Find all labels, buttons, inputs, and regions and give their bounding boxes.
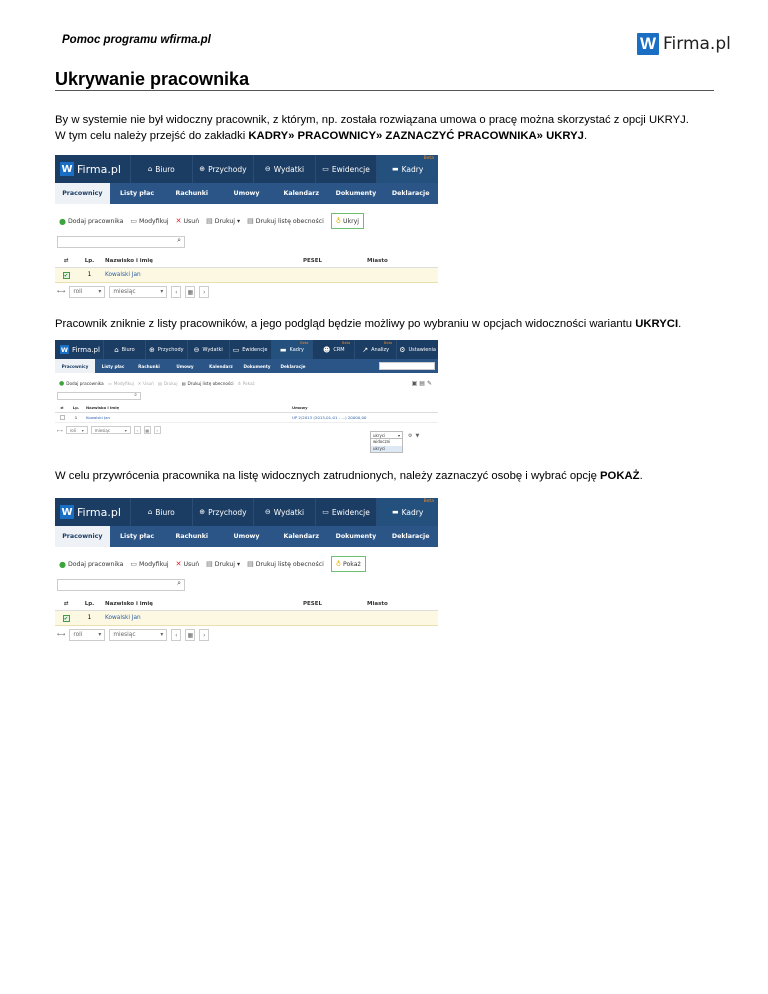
search-icon: ⌕ [177, 236, 181, 244]
chevron-down-icon: ▾ [397, 432, 400, 438]
menu-przychody[interactable] [192, 155, 254, 183]
restore-option: POKAŻ [600, 470, 640, 482]
close-icon: ✕ [137, 380, 142, 386]
filters [55, 285, 438, 299]
search-input[interactable] [57, 236, 185, 248]
intro-end: . [583, 130, 588, 142]
button-label: Drukuj listę obecności [255, 217, 324, 225]
range-icon: ⟷ [57, 427, 63, 433]
menu-label: Biuro [155, 164, 175, 174]
button-label: Pokaż [242, 380, 255, 386]
prev-button[interactable]: ‹ [171, 286, 181, 298]
hidden-text: Pracownik zniknie z listy pracowników, a jego podgląd będzie możliwy po wybraniu w opcjach widoczności wariantu [55, 318, 636, 330]
paragraph-hidden [55, 316, 725, 332]
button-label: Drukuj listę obecności [255, 560, 324, 568]
menu-label: Biuro [155, 507, 175, 517]
minus-circle-icon: ⊖ [193, 345, 200, 354]
table-header [55, 597, 438, 611]
row-name-link[interactable]: Kowalski Jan [105, 615, 141, 621]
menu-label: Przychody [157, 346, 184, 353]
printer-icon: ▤ [206, 560, 213, 568]
delete-button[interactable] [138, 381, 154, 386]
column-contracts[interactable]: Umowy [292, 405, 308, 410]
chevron-down-icon: ▾ [160, 632, 164, 638]
app-topbar [55, 498, 438, 526]
menu-label: Przychody [208, 164, 247, 174]
table-row[interactable] [55, 268, 438, 283]
row-checkbox[interactable] [60, 415, 65, 420]
menu-label: Wydatki [202, 346, 223, 353]
menu-label: Ewidencje [331, 507, 370, 517]
menu-ewidencje[interactable] [315, 155, 377, 183]
button-label: Drukuj listę obecności [187, 380, 234, 386]
hide-button[interactable] [331, 213, 364, 229]
menu-label: Biuro [121, 346, 135, 353]
tab-umowy[interactable]: Umowy [233, 533, 260, 540]
column-name[interactable]: Nazwisko i imię [105, 257, 153, 264]
chevron-down-icon: ▾ [237, 217, 241, 225]
subtabs [55, 359, 438, 373]
button-label: Drukuj [163, 380, 178, 386]
tab-dokumenty[interactable]: Dokumenty [335, 533, 377, 540]
edit-button[interactable] [130, 560, 168, 568]
menu-przychody[interactable] [192, 498, 254, 526]
menu-kadry[interactable] [271, 340, 313, 359]
logo-mark: W [637, 33, 659, 55]
beta-badge: Beta [384, 341, 393, 345]
select-value: ukryci [373, 432, 386, 438]
printer-icon: ▤ [206, 217, 213, 225]
tab-dokumenty[interactable]: Dokumenty [335, 190, 377, 197]
column-name[interactable]: Nazwisko i imię [86, 405, 120, 410]
plus-circle-icon: ⊕ [199, 165, 206, 173]
add-employee-button[interactable] [59, 380, 104, 387]
column-pesel[interactable]: PESEL [303, 600, 323, 607]
month-select[interactable] [91, 426, 131, 434]
year-select[interactable] [69, 629, 105, 641]
menu-przychody[interactable] [145, 340, 187, 359]
edit-icon: ▭ [130, 217, 137, 225]
menu-label: Kadry [289, 346, 304, 353]
logo-text: Firma.pl [663, 34, 731, 54]
inbox-icon: ▭ [232, 345, 240, 354]
row-checkbox[interactable]: ✔ [63, 272, 69, 279]
select-value: roli [69, 427, 76, 433]
column-lp: Lp. [84, 600, 95, 607]
app-brand [55, 345, 103, 354]
minus-circle-icon: ⊖ [264, 508, 271, 516]
restore-text: W celu przywrócenia pracownika na listę widocznych zatrudnionych, należy zaznaczyć osobę i wybrać opcję [55, 470, 601, 482]
toolbar [55, 376, 438, 390]
menu-analizy[interactable] [354, 340, 396, 359]
menu-biuro[interactable] [130, 155, 192, 183]
tab-umowy[interactable]: Umowy [176, 363, 194, 369]
refresh-icon[interactable]: ⇄ [63, 600, 69, 607]
lightbulb-icon: ♁ [237, 380, 241, 386]
button-label: Drukuj [214, 560, 236, 568]
edit-button[interactable] [130, 217, 168, 225]
row-checkbox[interactable]: ✔ [63, 615, 69, 622]
restore-end: . [639, 470, 643, 482]
menu-label: Ustawienia [408, 346, 436, 353]
toolbar [55, 210, 438, 232]
menu-label: Ewidencje [242, 346, 268, 353]
intro-path: KADRY» PRACOWNICY» ZAZNACZYĆ PRACOWNIKA» UKRYJ [248, 130, 584, 142]
screenshot-hidden-view [55, 340, 438, 457]
select-value: miesiąc [113, 632, 136, 638]
tab-dokumenty[interactable]: Dokumenty [243, 363, 271, 369]
printer-icon: ▤ [247, 560, 254, 568]
tab-kalendarz[interactable]: Kalendarz [283, 190, 320, 197]
menu-ustawienia[interactable] [396, 340, 438, 359]
search-icon: ⌕ [177, 579, 181, 587]
select-value: miesiąc [94, 427, 111, 433]
chevron-down-icon: ▾ [237, 560, 241, 568]
printer-icon: ▤ [181, 380, 186, 386]
folder-icon: ▬ [392, 165, 399, 173]
print-button[interactable] [206, 560, 240, 568]
paragraph-restore [55, 468, 725, 484]
printer-icon: ▤ [247, 217, 254, 225]
button-label: Modyfikuj [113, 380, 134, 386]
tab-rachunki[interactable]: Rachunki [175, 190, 209, 197]
calendar-icon[interactable]: ▦ [185, 286, 195, 298]
row-contract[interactable]: UP 2/2013 (2013-01-01 - ...) 20000,00 [292, 415, 367, 420]
app-brand-text: Firma.pl [77, 505, 121, 519]
search-input[interactable] [57, 392, 141, 400]
app-brand-mark: W [61, 163, 73, 175]
app-topbar [55, 155, 438, 183]
minus-circle-icon: ⊖ [264, 165, 271, 173]
menu-kadry[interactable] [376, 498, 438, 526]
button-label: Modyfikuj [138, 560, 169, 568]
screenshot-show [55, 498, 438, 649]
add-employee-button[interactable] [59, 560, 123, 569]
visibility-current[interactable] [370, 431, 403, 439]
row-lp: 1 [87, 272, 92, 278]
edit-icon: ▭ [130, 560, 137, 568]
beta-badge: Beta [342, 341, 351, 345]
doc-header-label: Pomoc programu wfirma.pl [62, 34, 211, 46]
app-brand [55, 162, 130, 176]
filter-icon[interactable]: ⚙▼ [408, 433, 423, 439]
chevron-down-icon: ▾ [81, 427, 84, 433]
home-icon: ⌂ [114, 345, 119, 354]
page-title: Ukrywanie pracownika [55, 69, 250, 89]
hidden-option: UKRYCI [635, 318, 679, 330]
delete-button[interactable] [176, 217, 199, 225]
intro-line-2 [55, 128, 725, 144]
select-value: miesiąc [113, 289, 136, 295]
menu-biuro[interactable] [103, 340, 145, 359]
print-button[interactable] [206, 217, 240, 225]
table-header [55, 254, 438, 268]
tab-deklaracje[interactable]: Deklaracje [391, 533, 430, 540]
add-employee-button[interactable] [59, 217, 123, 226]
button-label: Dodaj pracownika [67, 560, 124, 568]
print-attendance-button[interactable] [247, 217, 324, 225]
menu-label: Analizy [371, 346, 390, 353]
column-lp: Lp. [84, 257, 95, 264]
column-pesel[interactable]: PESEL [303, 257, 323, 264]
range-icon: ⟷ [57, 632, 66, 638]
title-divider [55, 90, 714, 91]
tab-listy-plac[interactable]: Listy płac [120, 533, 155, 540]
month-select[interactable] [109, 629, 167, 641]
menu-label: Przychody [208, 507, 247, 517]
plus-circle-icon: ⊕ [199, 508, 206, 516]
column-lp: Lp. [72, 405, 80, 410]
column-city[interactable]: Miasto [367, 257, 388, 264]
app-topbar [55, 340, 438, 359]
chevron-down-icon: ▾ [160, 289, 164, 295]
inbox-icon: ▭ [322, 165, 329, 173]
global-search-input[interactable] [379, 362, 435, 370]
next-button[interactable]: › [154, 426, 161, 434]
beta-badge: Beta [300, 341, 309, 345]
button-label: Dodaj pracownika [66, 380, 104, 386]
hidden-end: . [678, 318, 682, 330]
subtabs [55, 526, 438, 547]
button-label: Dodaj pracownika [67, 217, 124, 225]
tab-deklaracje[interactable]: Deklaracje [280, 363, 306, 369]
folder-icon: ▬ [279, 345, 287, 354]
tab-pracownicy[interactable]: Pracownicy [55, 183, 110, 204]
select-value: roli [73, 289, 83, 295]
plus-circle-icon: ⊕ [149, 345, 155, 354]
printer-icon: ▤ [157, 380, 162, 386]
lightbulb-icon: ♁ [335, 217, 341, 225]
select-value: roli [73, 632, 83, 638]
range-icon: ⟷ [57, 289, 66, 295]
app-brand-mark: W [61, 506, 73, 518]
tab-rachunki[interactable]: Rachunki [138, 363, 160, 369]
tab-kalendarz[interactable]: Kalendarz [283, 533, 320, 540]
menu-label: Ewidencje [331, 164, 370, 174]
menu-label: Wydatki [273, 164, 305, 174]
button-label: Modyfikuj [138, 217, 169, 225]
button-label: Usuń [183, 560, 200, 568]
refresh-icon[interactable]: ⇄ [63, 257, 69, 264]
search-icon: ⌕ [134, 392, 137, 398]
calendar-icon[interactable]: ▦ [185, 629, 195, 641]
button-label: Usuń [183, 217, 200, 225]
month-select[interactable] [109, 286, 167, 298]
menu-label: Kadry [401, 507, 424, 517]
menu-ewidencje[interactable] [229, 340, 271, 359]
plus-icon: ● [59, 379, 65, 387]
visibility-option-visible[interactable]: widoczni [370, 439, 403, 446]
visibility-option-hidden[interactable]: ukryci [370, 446, 403, 453]
prev-button[interactable]: ‹ [171, 629, 181, 641]
menu-label: CRM [333, 346, 345, 353]
tab-listy-plac[interactable]: Listy płac [120, 190, 155, 197]
tab-umowy[interactable]: Umowy [233, 190, 260, 197]
show-button[interactable] [331, 556, 366, 572]
tab-listy-plac[interactable]: Listy płac [101, 363, 125, 369]
screenshot-hide [55, 155, 438, 305]
button-label: Ukryj [342, 217, 360, 225]
app-brand-mark: W [60, 345, 69, 354]
toolbar [55, 553, 438, 575]
menu-wydatki[interactable] [253, 498, 315, 526]
plus-icon: ● [59, 216, 66, 226]
edit-icon: ▭ [107, 380, 112, 386]
menu-ewidencje[interactable] [315, 498, 377, 526]
subtabs [55, 183, 438, 204]
column-name[interactable]: Nazwisko i imię [105, 600, 153, 607]
users-icon: ☻ [323, 345, 331, 354]
delete-button[interactable] [176, 560, 199, 568]
gear-icon: ⚙ [399, 345, 406, 354]
wfirma-logo [637, 32, 731, 56]
menu-label: Kadry [401, 164, 424, 174]
inbox-icon: ▭ [322, 508, 329, 516]
home-icon: ⌂ [147, 508, 153, 516]
print-button[interactable] [158, 381, 178, 386]
menu-crm[interactable] [312, 340, 354, 359]
chevron-down-icon: ▾ [124, 427, 127, 433]
chevron-down-icon: ▾ [98, 632, 102, 638]
intro-line-1: By w systemie nie był widoczny pracownik, z którym, np. została rozwiązana umowa o pracę można skorzystać z opcji UKRYJ. [55, 114, 689, 126]
tab-pracownicy[interactable]: Pracownicy [55, 359, 95, 373]
button-label: Pokaż [342, 560, 361, 568]
next-button[interactable]: › [199, 286, 209, 298]
export-icons[interactable]: ▣▤✎ [411, 379, 434, 387]
intro-text: W tym celu należy przejść do zakładki [55, 130, 249, 142]
paragraph-intro [55, 112, 725, 144]
row-name-link[interactable]: Kowalski Jan [86, 415, 110, 420]
next-button[interactable]: › [199, 629, 209, 641]
app-brand-text: Firma.pl [72, 345, 100, 354]
lightbulb-icon: ♁ [335, 560, 341, 568]
refresh-icon[interactable]: ⇄ [60, 405, 64, 410]
button-label: Usuń [143, 380, 154, 386]
column-city[interactable]: Miasto [367, 600, 388, 607]
button-label: Drukuj [214, 217, 236, 225]
close-icon: ✕ [175, 217, 182, 225]
tab-rachunki[interactable]: Rachunki [175, 533, 209, 540]
tab-deklaracje[interactable]: Deklaracje [391, 190, 430, 197]
beta-badge: Beta [423, 499, 434, 504]
year-select[interactable] [66, 426, 88, 434]
prev-button[interactable]: ‹ [134, 426, 141, 434]
search-input[interactable] [57, 579, 185, 591]
home-icon: ⌂ [147, 165, 153, 173]
menu-label: Wydatki [273, 507, 305, 517]
visibility-select[interactable] [370, 431, 403, 453]
print-attendance-button[interactable] [182, 381, 234, 386]
beta-badge: Beta [423, 156, 434, 161]
row-name-link[interactable]: Kowalski Jan [105, 272, 141, 278]
print-attendance-button[interactable] [247, 560, 324, 568]
folder-icon: ▬ [392, 508, 399, 516]
menu-kadry[interactable] [376, 155, 438, 183]
table-header [55, 403, 438, 413]
app-brand [55, 505, 130, 519]
year-select[interactable] [69, 286, 105, 298]
plus-icon: ● [59, 559, 66, 569]
filters [55, 628, 438, 642]
app-brand-text: Firma.pl [77, 162, 121, 176]
calendar-icon[interactable]: ▦ [145, 427, 150, 433]
menu-wydatki[interactable] [187, 340, 229, 359]
tab-pracownicy[interactable]: Pracownicy [55, 526, 110, 547]
table-row[interactable] [55, 413, 438, 423]
menu-biuro[interactable] [130, 498, 192, 526]
menu-wydatki[interactable] [253, 155, 315, 183]
show-button[interactable] [238, 381, 255, 386]
chevron-down-icon: ▾ [98, 289, 102, 295]
chart-icon: ↗ [362, 345, 369, 354]
tab-kalendarz[interactable]: Kalendarz [209, 363, 233, 369]
row-lp: 1 [87, 615, 92, 621]
edit-button[interactable] [108, 381, 134, 386]
close-icon: ✕ [175, 560, 182, 568]
table-row[interactable] [55, 611, 438, 626]
row-lp: 1 [74, 415, 78, 420]
